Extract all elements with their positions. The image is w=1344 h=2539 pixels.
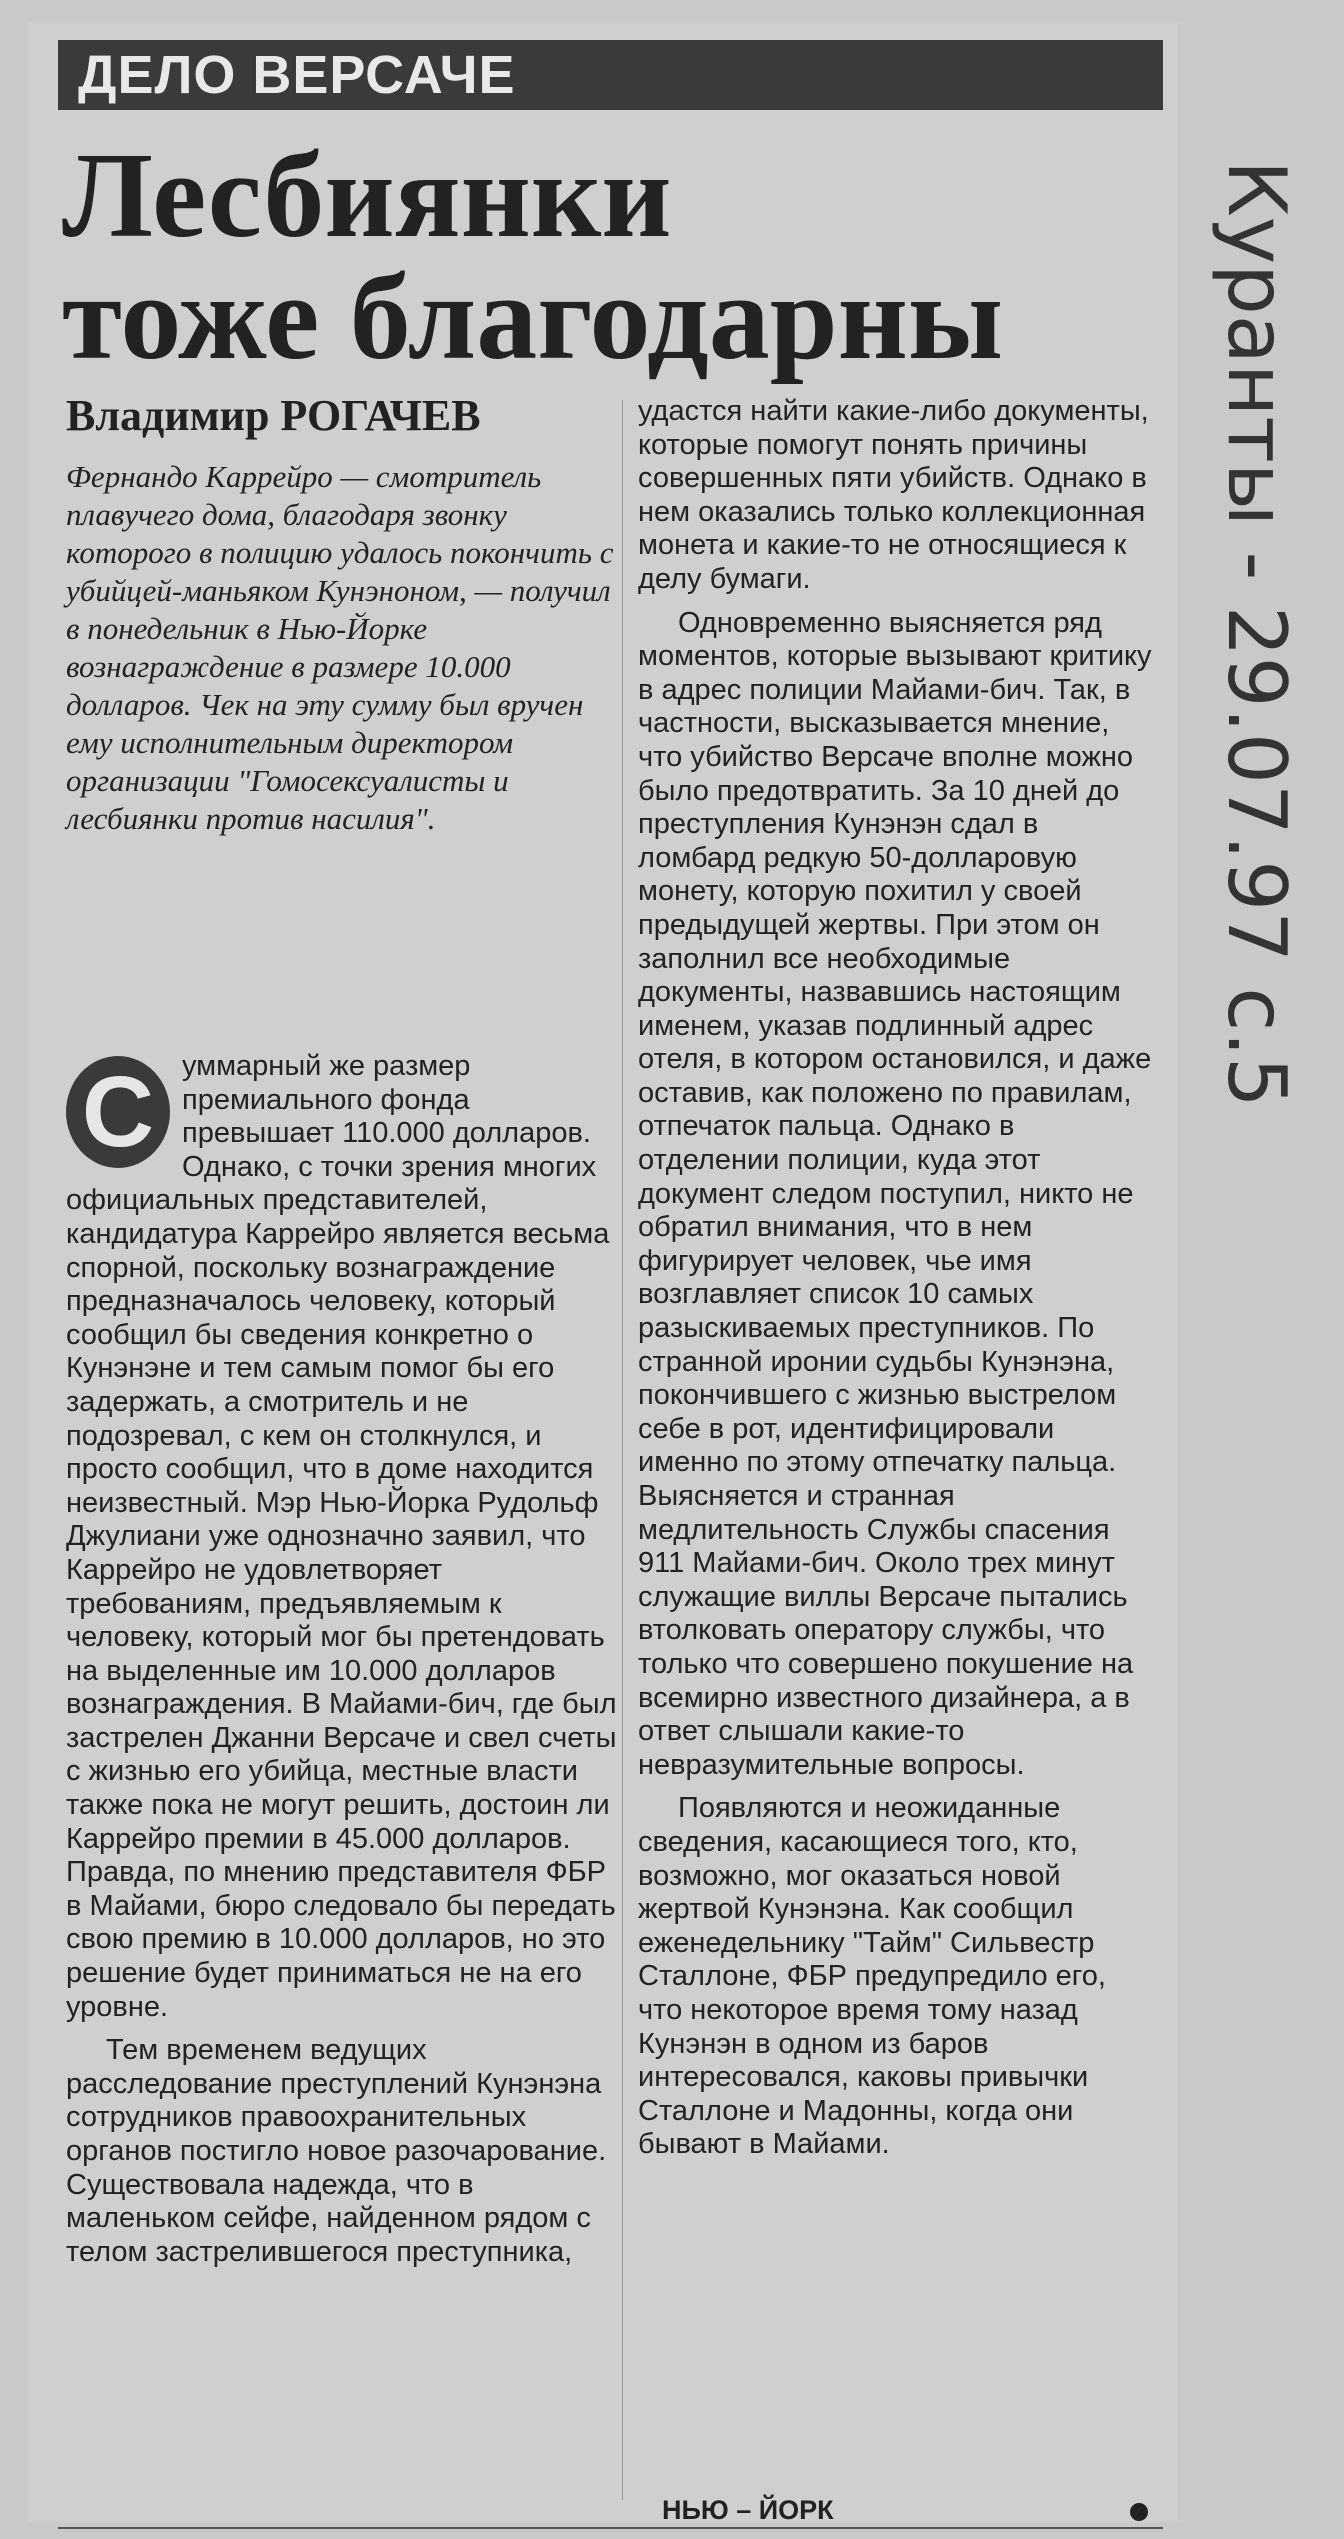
- dateline-footer: НЬЮ – ЙОРК: [662, 2495, 834, 2525]
- headline-line-1: Лесбиянки: [62, 128, 672, 263]
- headline-line-2: тоже благодарны: [62, 250, 1004, 385]
- article-paragraph: Тем временем ведущих расследование преступлений Кунэнэна сотрудников правоохранительных органов постигло новое разочарование. Существовала надежда, что в маленьком сейфе, найденном рядом с телом застрелившегося преступника,: [66, 2034, 607, 2268]
- article-paragraph: Появляются и неожиданные сведения, касающиеся того, кто, возможно, мог оказаться новой жертвой Кунэнэна. Как сообщил еженедельнику "Тайм" Сильвестр Сталлоне, ФБР предупредило его, что некоторое время тому назад Кунэнэн в одном из баров интересовался, каковы привычки Сталлоне и Мадонны, когда они бывают в Майами.: [638, 1792, 1106, 2161]
- article-paragraph: [66, 1050, 621, 2024]
- handwritten-note: [1188, 150, 1338, 1550]
- byline: Владимир РОГАЧЕВ: [66, 391, 481, 440]
- article-column-2: [638, 395, 1158, 2172]
- rubric-label: ДЕЛО ВЕРСАЧЕ: [64, 40, 530, 110]
- bottom-rule: [58, 2527, 1163, 2529]
- drop-cap: С: [66, 1056, 170, 1168]
- article-paragraph: удастся найти какие-либо документы, которые помогут понять причины совершенных пяти убийств. Однако в нем оказались только коллекционная монета и какие-то не относящиеся к делу бумаги.: [638, 395, 1149, 595]
- handwritten-note-text: Куранты - 29.07.97 с.5: [1210, 160, 1303, 1108]
- headline: [62, 128, 1162, 385]
- lead-paragraph: Фернандо Каррейро — смотритель плавучего дома, благодаря звонку которого в полицию удалось покончить с убийцей-маньяком Кунэноном, — получил в понедельник в Нью-Йорке вознаграждение в размере 10.000 долларов. Чек на эту сумму был вручен ему исполнительным директором организации "Гомосексуалисты и лесбиянки против насилия".: [66, 459, 614, 836]
- article-column-1: [66, 1050, 621, 2279]
- article-paragraph: Одновременно выясняется ряд моментов, которые вызывают критику в адрес полиции Майами-бич. Так, в частности, высказывается мнение, что убийство Версаче вполне можно было предотвратить. За 10 дней до преступления Кунэнэн сдал в ломбард редкую 50-долларовую монету, которую похитил у своей предыдущей жертвы. При этом он заполнил все необходимые документы, назвавшись настоящим именем, указав подлинный адрес отеля, в котором остановился, и даже оставив, как положено по правилам, отпечаток пальца. Однако в отделении полиции, куда этот документ следом поступил, никто не обратил внимания, что в нем фигурирует человек, чье имя возглавляет список 10 самых разыскиваемых преступников. По странной иронии судьбы Кунэнэна, покончившего с жизнью выстрелом себе в рот, идентифицировали именно по этому отпечатку пальца. Выясняется и странная медлительность Службы спасения 911 Майами-бич. Около трех минут служащие виллы Версаче пытались втолковать оператору службы, что только что совершено покушение на всемирно известного дизайнера, а в ответ слышали какие-то невразумительные вопросы.: [638, 606, 1152, 1781]
- paragraph-text: уммарный же размер премиального фонда превышает 110.000 долларов. Однако, с точки зрения многих официальных представителей, кандидатура Каррейро является весьма спорной, поскольку вознаграждение предназначалось человеку, который сообщил бы сведения конкретно о Кунэнэне и тем самым помог бы его задержать, а смотритель и не подозревал, с кем он столкнулся, и просто сообщил, что в доме находится неизвестный. Мэр Нью-Йорка Рудольф Джулиани уже однозначно заявил, что Каррейро не удовлетворяет требованиям, предъявляемым к человеку, который мог бы претендовать на выделенные им 10.000 долларов вознаграждения. В Майами-бич, где был застрелен Джанни Версаче и свел счеты с жизнью его убийца, местные власти также пока не могут решить, достоин ли Каррейро премии в 45.000 долларов. Правда, по мнению представителя ФБР в Майами, бюро следовало бы передать свою премию в 10.000 долларов, но это решение будет приниматься не на его уровне.: [66, 1050, 617, 2023]
- column-divider: [622, 400, 623, 2500]
- end-bullet: [1130, 2503, 1148, 2521]
